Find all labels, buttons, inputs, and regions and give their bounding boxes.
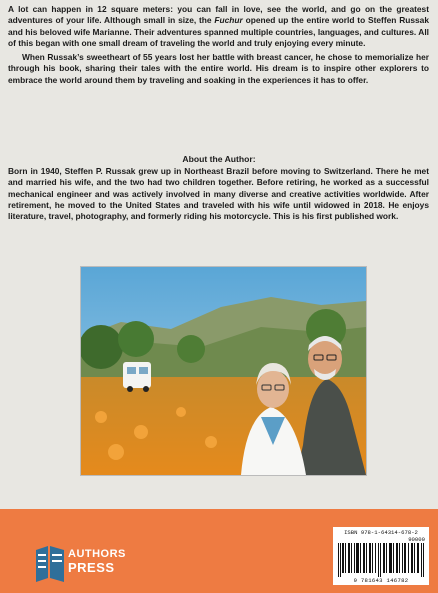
author-photo [80,266,367,476]
about-author-text: Born in 1940, Steffen P. Russak grew up in Northeast Brazil before moving to Switzerland. There he met and married his wife, and the two had two children together. Before retiring, he worked as a successful mechanical engineer and was actively involved in many diverse and creative activities worldwide. After retirement, he moved to the United States and traveled with his wife until widowed in 2018. He enjoys literature, travel, photography, and formerly riding his motorcycle. This is his first published work. [8,166,429,222]
publisher-line-2: PRESS [68,560,115,575]
blurb-text: A lot can happen in 12 square meters: you can fall in love, see the world, and go on the greatest adventures of your life. Although small in size, the [8,4,429,26]
publisher-line-1: AUTHORS [68,548,126,560]
book-blurb [8,4,429,89]
barcode-digits: 9 781643 146782 [353,577,409,584]
price-code: 90000 [408,536,425,543]
blurb-paragraph-1 [8,4,429,49]
blurb-text: opened up the entire world to Steffen Russak and his beloved wife Marianne. Their adventures spanned multiple countries, languages, and cultures. All of this began with one small dream of traveling the world and truly enjoying every minute. [8,15,429,48]
van-name: Fuchur [214,15,243,26]
isbn-label: ISBN 978-1-64314-678-2 [344,529,418,536]
isbn-barcode [333,527,429,585]
blurb-paragraph-2: When Russak’s sweetheart of 55 years lost her battle with breast cancer, he chose to memorialize her through his book, sharing their tales with the entire world. His dream is to inspire other explorers to embrace the world around them by traveling and soaking in the experiences it has to offer. [8,52,429,85]
about-author-heading: About the Author: [182,154,256,164]
barcode-bars [338,543,424,577]
publisher-logo-text [68,548,126,574]
